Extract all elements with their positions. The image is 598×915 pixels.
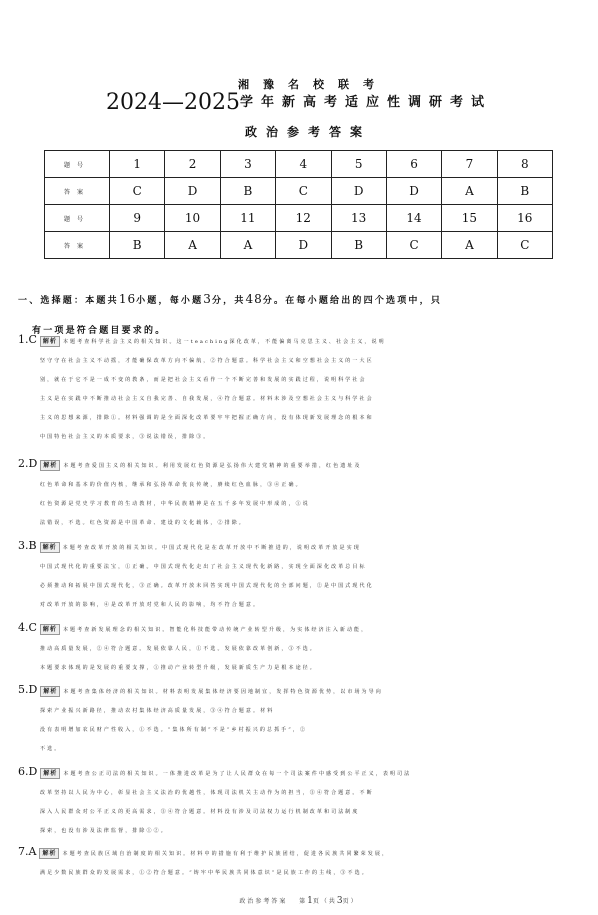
explanation-text: 本题考查改革开放的相关知识。中国式现代化是在改革开放中不断推进的，说明改革开放是实现 [62, 545, 361, 551]
explanation-line [18, 454, 584, 476]
question-number-cell: 10 [165, 205, 220, 232]
answer-cell: A [165, 232, 220, 259]
explanation-text: 本题考查科学社会主义的相关知识。这一teaching深化改革，不能偏离马克思主义、社会主义，说明 [62, 339, 386, 345]
question-number-cell: 12 [276, 205, 331, 232]
answer-cell: C [276, 178, 331, 205]
analysis-tag: 解析 [40, 768, 60, 779]
answer-key-subtitle: 政治参考答案 [244, 125, 371, 139]
answer-cell: C [497, 232, 552, 259]
row-label-answer: 答案 [45, 232, 110, 259]
explanation-text: 本题考查公正司法的相关知识。一体推进改革是为了让人民群众在每一个司法案件中感受到公平正义，表明司法 [63, 771, 412, 777]
question-explanation [18, 536, 584, 615]
answer-cell: D [276, 232, 331, 259]
answer-cell: D [331, 178, 386, 205]
explanation-line [18, 842, 584, 864]
explanation-text: 坚守守在社会主义不动摇，才能确保改革方向不偏航，②符合题意。科学社会主义和空想社会主义的一大区 [40, 358, 374, 364]
question-number-cell: 15 [442, 205, 497, 232]
question-answer-label: 6.D [18, 765, 38, 778]
footer-page-suffix: 页） [342, 898, 359, 905]
analysis-tag: 解析 [40, 686, 60, 697]
footer-label: 政治参考答案 [239, 898, 288, 905]
explanation-line [18, 762, 584, 784]
explanation-text: 推动高质量发展，②④符合题意。发展依靠人民，①不选。发展依靠改革创新，③不选。 [40, 646, 317, 652]
explanation-line [18, 596, 584, 615]
question-answer-label: 3.B [18, 539, 37, 552]
section-points-each: 3 [203, 292, 212, 306]
explanation-text: 必须推动和拓展中国式现代化，③正确。改革开放未回答实现中国式现代化的全部问题，②是中国式现代化 [40, 583, 374, 589]
explanation-text: 不选。 [40, 746, 62, 752]
explanation-line [18, 822, 584, 841]
answer-cell: C [110, 178, 165, 205]
question-number-row [45, 205, 553, 232]
exam-title [0, 90, 598, 115]
explanation-line [18, 702, 584, 721]
explanation-text: 主义的思想来源，排除①。材料强调的是全面深化改革要牢牢把握正确方向，没有体现新发展理念的根本和 [40, 415, 374, 421]
explanation-line [18, 428, 584, 447]
explanation-text: 本题要求体现的是发展的重要支撑，①推动产业转型升级，发展新质生产力是根本途径。 [40, 665, 317, 671]
question-number-cell: 9 [110, 205, 165, 232]
answer-cell: B [497, 178, 552, 205]
question-number-row [45, 151, 553, 178]
explanation-line [18, 514, 584, 533]
explanation-line [18, 536, 584, 558]
explanation-text: 改革坚持以人民为中心，彰显社会主义法治的优越性，体现司法机关主动作为的担当，③④符合题意。不断 [40, 790, 374, 796]
answer-row [45, 178, 553, 205]
explanation-text: 法错误，不选。红色资源是中国革命、建设的文化载体，②排除。 [40, 520, 246, 526]
explanation-text: 对改革开放的影响，④是改革开放对党和人民的影响，均不符合题意。 [40, 602, 261, 608]
footer-page-mid: 页（共 [312, 898, 337, 905]
question-number-cell: 6 [386, 151, 441, 178]
question-number-cell: 4 [276, 151, 331, 178]
explanation-line [18, 803, 584, 822]
organization-title: 湘豫名校联考 [238, 78, 388, 91]
answer-cell: A [442, 232, 497, 259]
explanation-line [18, 640, 584, 659]
explanation-line [18, 558, 584, 577]
explanation-line [18, 864, 584, 883]
analysis-tag: 解析 [39, 848, 59, 859]
explanation-text: 探索，也没有涉及法律监督，排除①②。 [40, 828, 168, 834]
explanation-text: 没有表明增加农民财产性收入，①不选。“集体所有制”不是“乡村振兴的总抓手”，② [40, 727, 308, 733]
analysis-tag: 解析 [40, 542, 60, 553]
answer-cell: A [220, 232, 275, 259]
question-answer-label: 1.C [18, 333, 37, 346]
explanation-line [18, 371, 584, 390]
explanation-line [18, 618, 584, 640]
section-tail: 分。在每小题给出的四个选项中，只 [262, 296, 443, 306]
question-explanation [18, 842, 584, 883]
question-answer-label: 4.C [18, 621, 37, 634]
section-question-count: 16 [118, 292, 137, 306]
question-explanation [18, 454, 584, 533]
question-explanation [18, 762, 584, 841]
question-explanation [18, 618, 584, 678]
question-number-cell: 8 [497, 151, 552, 178]
row-label-question: 题号 [45, 205, 110, 232]
explanation-text: 本题考查新发展理念的相关知识。智能化科技能带动传统产业转型升级，为实体经济注入新动能， [62, 627, 369, 633]
question-number-cell: 11 [220, 205, 275, 232]
question-number-cell: 14 [386, 205, 441, 232]
explanation-text: 探索产业振兴新路径，推动农村集体经济高质量发展，③④符合题意。材料 [40, 708, 275, 714]
explanation-line [18, 352, 584, 371]
explanation-text: 主义是在实践中不断推动社会主义自我完善、自我发展，④符合题意。材料未涉及空想社会主义与科学社会 [40, 396, 374, 402]
section-mid1: 小题，每小题 [136, 296, 204, 306]
explanation-line [18, 659, 584, 678]
explanation-text: 中国特色社会主义的本质要求，③说法错误，排除③。 [40, 434, 211, 440]
question-number-cell: 2 [165, 151, 220, 178]
explanation-text: 本题考查民族区域自治制度的相关知识。材料中的措施有利于维护民族团结，促进各民族共同繁荣发展， [62, 851, 390, 857]
explanation-text: 红色革命和基本的价值内核，继承和弘扬革命优良传统，赓续红色血脉，③④正确。 [40, 482, 303, 488]
explanation-text: 满足少数民族群众的发展需求，①②符合题意。“铸牢中华民族共同体意识”是民族工作的主线，③不选。 [40, 870, 369, 876]
footer-page-prefix: 第 [299, 898, 308, 905]
question-answer-label: 5.D [18, 683, 38, 696]
section-line2: 有一项是符合题目要求的。 [32, 326, 167, 336]
explanation-line [18, 740, 584, 759]
analysis-tag: 解析 [40, 624, 60, 635]
footer-page-number: 1 [307, 896, 313, 906]
question-answer-label: 7.A [18, 845, 37, 858]
answer-cell: C [386, 232, 441, 259]
explanation-line [18, 476, 584, 495]
explanation-line [18, 330, 584, 352]
row-label-question: 题号 [45, 151, 110, 178]
explanation-text: 中国式现代化的重要法宝，①正确。中国式现代化走出了社会主义现代化新路，实现全面深化改革总目标 [40, 564, 367, 570]
question-number-cell: 1 [110, 151, 165, 178]
explanation-line [18, 721, 584, 740]
answer-row [45, 232, 553, 259]
answer-cell: B [331, 232, 386, 259]
question-explanation [18, 330, 584, 447]
question-number-cell: 16 [497, 205, 552, 232]
row-label-answer: 答案 [45, 178, 110, 205]
answer-cell: D [165, 178, 220, 205]
explanation-text: 本题考查爱国主义的相关知识。利用发展红色资源是弘扬伟大建党精神的重要举措，红色遗址及 [63, 463, 362, 469]
exam-year: 2024—2025 [106, 90, 240, 115]
explanation-text: 红色资源是党史学习教育的生动教材，中华民族精神是在五千多年发展中形成的，①说 [40, 501, 310, 507]
answer-cell: B [220, 178, 275, 205]
question-number-cell: 7 [442, 151, 497, 178]
explanation-line [18, 495, 584, 514]
explanation-line [18, 784, 584, 803]
question-number-cell: 13 [331, 205, 386, 232]
explanation-text: 本题考查集体经济的相关知识。材料表明发展集体经济要因地制宜，发挥特色资源优势，以市场为导向 [63, 689, 383, 695]
question-explanation [18, 680, 584, 759]
section-mid2: 分，共 [211, 296, 246, 306]
analysis-tag: 解析 [40, 336, 60, 347]
explanation-line [18, 409, 584, 428]
explanation-line [18, 680, 584, 702]
footer-page-total: 3 [336, 896, 343, 906]
exam-title-text: 学年新高考适应性调研考试 [239, 95, 492, 110]
section-total-points: 48 [245, 292, 263, 306]
explanation-text: 深入人民群众对公平正义的更高需求，③④符合题意。材料没有涉及司法权力运行机制改革和司法制度 [40, 809, 360, 815]
answer-cell: D [386, 178, 441, 205]
answer-cell: B [110, 232, 165, 259]
question-number-cell: 3 [220, 151, 275, 178]
answer-cell: A [442, 178, 497, 205]
question-answer-label: 2.D [18, 457, 38, 470]
section-lead: 一、选择题：本题共 [18, 296, 119, 306]
analysis-tag: 解析 [40, 460, 60, 471]
question-number-cell: 5 [331, 151, 386, 178]
answer-table [44, 150, 553, 259]
explanation-text: 别，就在于它不是一成不变的教条，而是把社会主义看作一个不断完善和发展的实践过程，说明科学社会 [40, 377, 367, 383]
explanation-line [18, 577, 584, 596]
page-footer [0, 896, 598, 906]
explanation-line [18, 390, 584, 409]
